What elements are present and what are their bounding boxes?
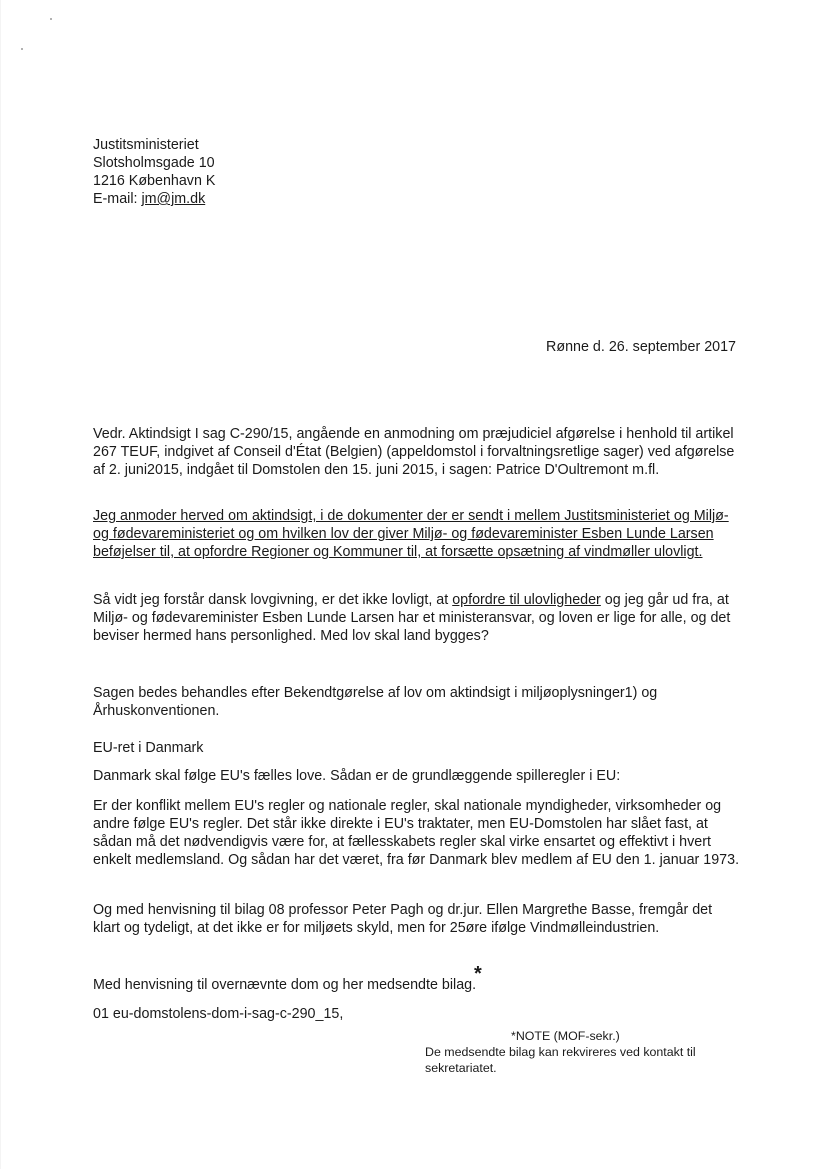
- reference-text: Og med henvisning til bilag 08 professor Peter Pagh og dr.jur. Ellen Margrethe Basse, fremgår det klart og tydeligt, at det ikke er for miljøets skyld, men for 25øre ifølge Vindmølleindustrien.: [93, 902, 713, 936]
- recipient-email-line: [93, 190, 215, 208]
- lawfulness-text-pre: Så vidt jeg forstår dansk lovgivning, er det ikke lovligt, at: [93, 592, 453, 608]
- recipient-address: [93, 136, 215, 208]
- recipient-org: Justitsministeriet: [93, 137, 199, 153]
- recipient-city: 1216 København K: [93, 173, 216, 189]
- recipient-street: Slotsholmsgade 10: [93, 155, 215, 171]
- handwritten-asterisk-mark: *: [474, 963, 482, 985]
- lawfulness-text-post: og jeg går ud fra, at Miljø- og fødevareminister Esben Lunde Larsen har et ministeransvar, og loven er lige for alle, og det beviser hermed hans personlighed. Med lov skal land bygges?: [93, 592, 731, 644]
- note-title: *NOTE (MOF-sekr.): [511, 1029, 620, 1043]
- email-link[interactable]: jm@jm.dk: [141, 191, 206, 207]
- lawfulness-paragraph: [93, 591, 738, 645]
- note-body: De medsendte bilag kan rekvireres ved kontakt til sekretariatet.: [425, 1045, 696, 1075]
- eu-law-heading: EU-ret i Danmark: [93, 740, 204, 756]
- lawfulness-text: [93, 591, 738, 645]
- closing-line: Med henvisning til overnævnte dom og her medsendte bilag.: [93, 977, 477, 993]
- lawfulness-underlined-phrase: opfordre til ulovligheder: [452, 592, 601, 608]
- attachment-line: 01 eu-domstolens-dom-i-sag-c-290_15,: [93, 1006, 344, 1022]
- subject-text: Vedr. Aktindsigt I sag C-290/15, angående en anmodning om præjudiciel afgørelse i henhold til artikel 267 TEUF, indgivet af Conseil d'État (Belgien) (appeldomstol i forvaltningsretlige sager) ved afgørelse af 2. juni2015, indgået til Domstolen den 15. juni 2015, i sagen: Patrice D'Oultremont m.fl.: [93, 426, 735, 478]
- scan-speck: [50, 18, 52, 20]
- reference-paragraph: [93, 901, 743, 937]
- request-text: Jeg anmoder herved om aktindsigt, i de dokumenter der er sendt i mellem Justitsministeriet og Miljø- og fødevareministeriet og om hvilken lov der giver Miljø- og fødevareminister Esben Lunde Larsen beføjelser til, at opfordre Regioner og Kommuner til, at forsætte opsætning af vindmøller ulovligt.: [93, 508, 729, 560]
- email-label: E-mail:: [93, 191, 142, 207]
- eu-conflict-paragraph: [93, 797, 743, 869]
- procedure-text: Sagen bedes behandles efter Bekendtgørelse af lov om aktindsigt i miljøoplysninger1) og Århuskonventionen.: [93, 685, 658, 719]
- secretariat-note: [425, 1028, 735, 1076]
- eu-conflict-text: Er der konflikt mellem EU's regler og nationale regler, skal nationale myndigheder, virksomheder og andre følge EU's regler. Det står ikke direkte i EU's traktater, men EU-Domstolen har slået fast, at sådan må det nødvendigvis være for, at fællesskabets regler skal virke ensartet og effektivt i hvert enkelt medlemsland. Og sådan har det været, fra før Danmark blev medlem af EU den 1. januar 1973.: [93, 798, 740, 868]
- scan-speck: [21, 48, 23, 50]
- subject-paragraph: [93, 425, 738, 479]
- eu-intro-paragraph: Danmark skal følge EU's fælles love. Sådan er de grundlæggende spilleregler i EU:: [93, 768, 621, 784]
- date-line: Rønne d. 26. september 2017: [546, 339, 736, 355]
- procedure-paragraph: [93, 684, 738, 720]
- request-paragraph: [93, 507, 738, 561]
